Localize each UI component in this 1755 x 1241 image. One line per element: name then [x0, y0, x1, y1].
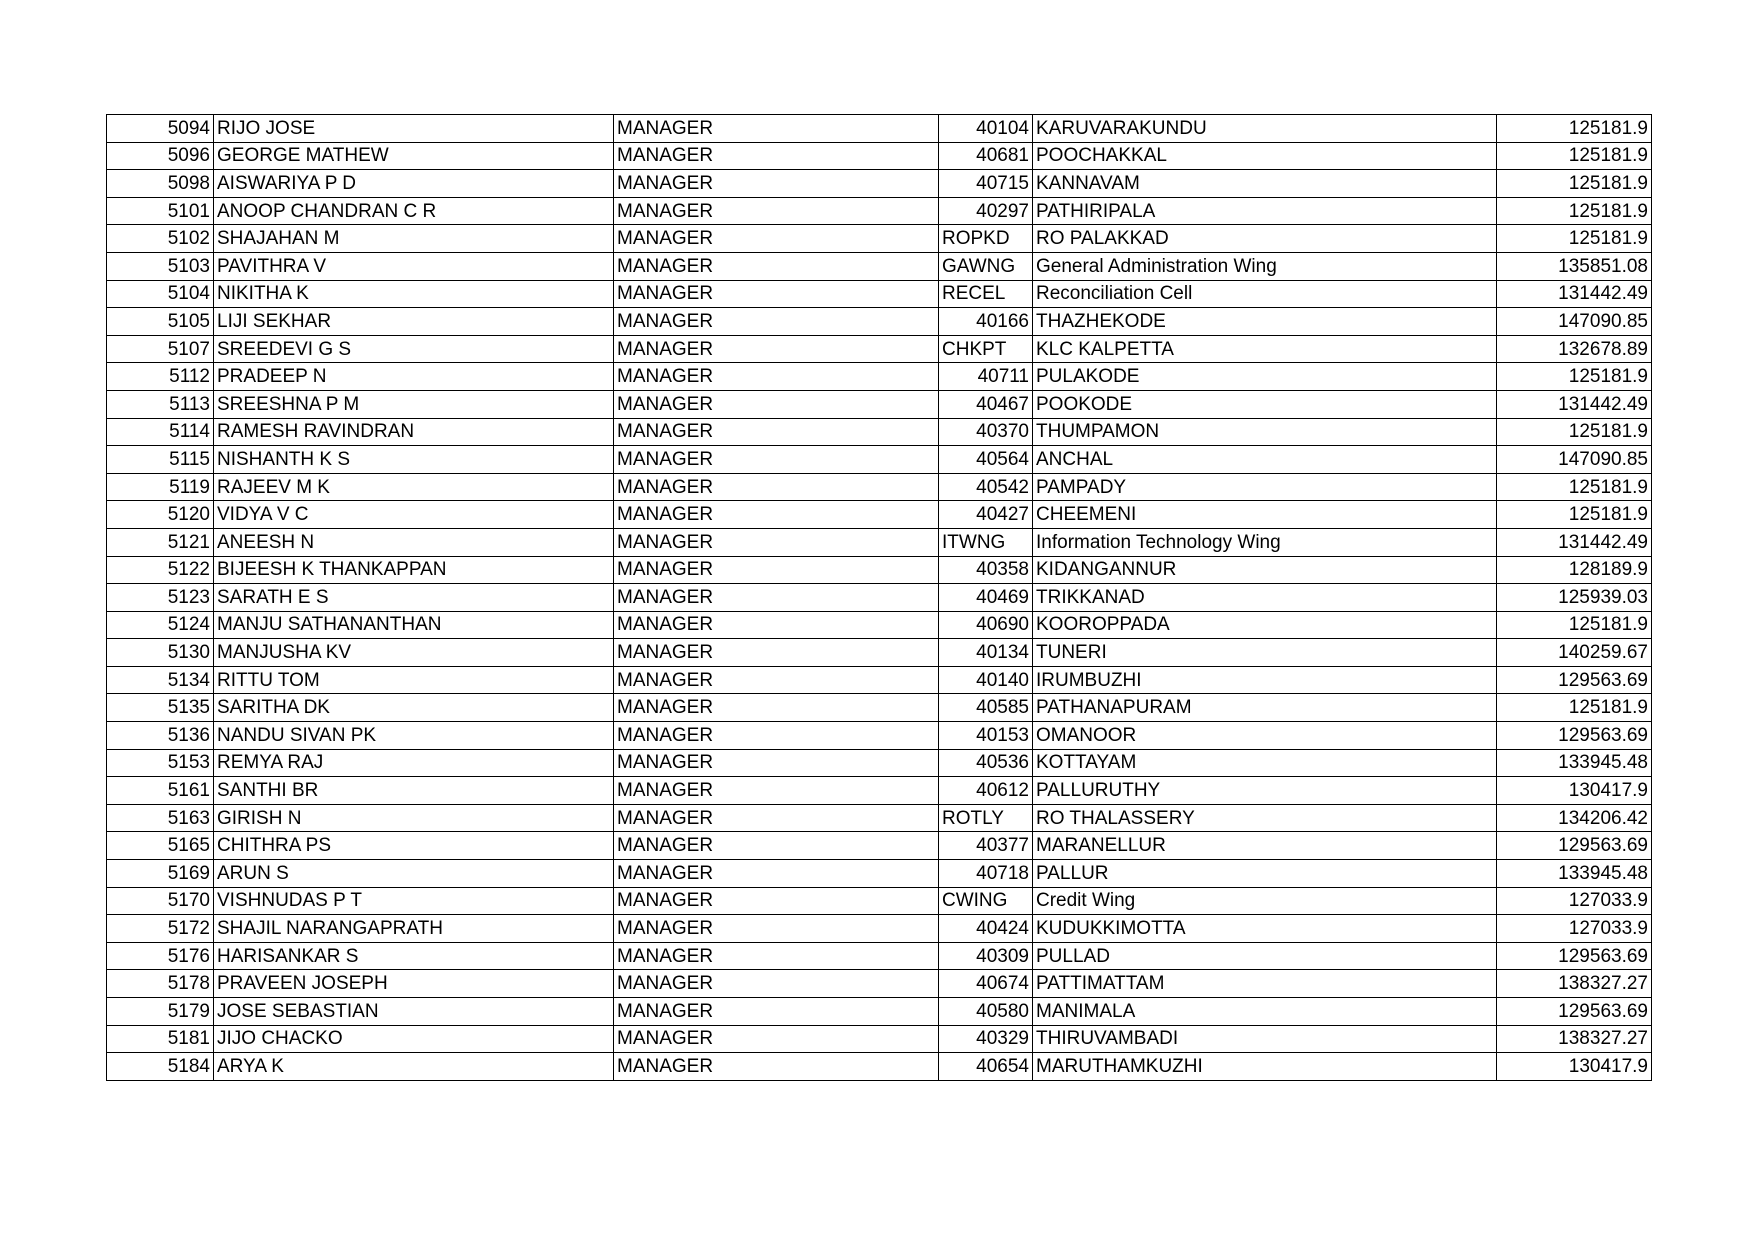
employee-id-cell: 5176 — [107, 942, 214, 970]
designation-cell: MANAGER — [614, 363, 939, 391]
staff-table-body — [107, 115, 1652, 1081]
branch-name-cell: OMANOOR — [1033, 722, 1497, 750]
table-row — [107, 528, 1652, 556]
branch-code-cell: RECEL — [939, 280, 1033, 308]
designation-cell: MANAGER — [614, 335, 939, 363]
table-row — [107, 1025, 1652, 1053]
branch-code-cell: 40612 — [939, 777, 1033, 805]
branch-name-cell: KLC KALPETTA — [1033, 335, 1497, 363]
staff-table — [106, 114, 1652, 1081]
designation-cell: MANAGER — [614, 915, 939, 943]
employee-id-cell: 5113 — [107, 390, 214, 418]
employee-name-cell: SREEDEVI G S — [214, 335, 614, 363]
table-row — [107, 777, 1652, 805]
amount-cell: 125181.9 — [1497, 197, 1652, 225]
employee-name-cell: REMYA RAJ — [214, 749, 614, 777]
employee-id-cell: 5098 — [107, 170, 214, 198]
table-row — [107, 363, 1652, 391]
table-row — [107, 308, 1652, 336]
branch-code-cell: 40469 — [939, 584, 1033, 612]
designation-cell: MANAGER — [614, 1025, 939, 1053]
employee-id-cell: 5103 — [107, 252, 214, 280]
amount-cell: 125181.9 — [1497, 611, 1652, 639]
table-row — [107, 115, 1652, 143]
branch-code-cell: 40542 — [939, 473, 1033, 501]
amount-cell: 125181.9 — [1497, 473, 1652, 501]
table-row — [107, 390, 1652, 418]
employee-id-cell: 5119 — [107, 473, 214, 501]
branch-code-cell: 40654 — [939, 1053, 1033, 1081]
branch-name-cell: IRUMBUZHI — [1033, 666, 1497, 694]
amount-cell: 134206.42 — [1497, 804, 1652, 832]
employee-id-cell: 5120 — [107, 501, 214, 529]
branch-code-cell: 40153 — [939, 722, 1033, 750]
branch-code-cell: 40674 — [939, 970, 1033, 998]
designation-cell: MANAGER — [614, 998, 939, 1026]
amount-cell: 125181.9 — [1497, 418, 1652, 446]
amount-cell: 125181.9 — [1497, 142, 1652, 170]
table-row — [107, 887, 1652, 915]
employee-name-cell: JIJO CHACKO — [214, 1025, 614, 1053]
employee-id-cell: 5123 — [107, 584, 214, 612]
amount-cell: 127033.9 — [1497, 887, 1652, 915]
branch-code-cell: 40715 — [939, 170, 1033, 198]
employee-name-cell: ANEESH N — [214, 528, 614, 556]
employee-name-cell: NANDU SIVAN PK — [214, 722, 614, 750]
branch-code-cell: 40718 — [939, 860, 1033, 888]
branch-code-cell: 40690 — [939, 611, 1033, 639]
table-row — [107, 970, 1652, 998]
employee-id-cell: 5161 — [107, 777, 214, 805]
amount-cell: 133945.48 — [1497, 860, 1652, 888]
branch-name-cell: THUMPAMON — [1033, 418, 1497, 446]
branch-code-cell: 40536 — [939, 749, 1033, 777]
branch-name-cell: TRIKKANAD — [1033, 584, 1497, 612]
employee-name-cell: PRAVEEN JOSEPH — [214, 970, 614, 998]
amount-cell: 129563.69 — [1497, 722, 1652, 750]
branch-name-cell: General Administration Wing — [1033, 252, 1497, 280]
employee-name-cell: PAVITHRA V — [214, 252, 614, 280]
branch-name-cell: ANCHAL — [1033, 446, 1497, 474]
designation-cell: MANAGER — [614, 804, 939, 832]
branch-code-cell: 40467 — [939, 390, 1033, 418]
table-row — [107, 860, 1652, 888]
employee-name-cell: CHITHRA PS — [214, 832, 614, 860]
amount-cell: 128189.9 — [1497, 556, 1652, 584]
employee-id-cell: 5179 — [107, 998, 214, 1026]
employee-id-cell: 5121 — [107, 528, 214, 556]
branch-name-cell: PULAKODE — [1033, 363, 1497, 391]
branch-name-cell: RO PALAKKAD — [1033, 225, 1497, 253]
employee-id-cell: 5124 — [107, 611, 214, 639]
branch-code-cell: 40370 — [939, 418, 1033, 446]
table-row — [107, 446, 1652, 474]
designation-cell: MANAGER — [614, 832, 939, 860]
table-row — [107, 998, 1652, 1026]
employee-id-cell: 5153 — [107, 749, 214, 777]
table-row — [107, 804, 1652, 832]
branch-name-cell: PATHANAPURAM — [1033, 694, 1497, 722]
amount-cell: 129563.69 — [1497, 666, 1652, 694]
table-row — [107, 942, 1652, 970]
amount-cell: 133945.48 — [1497, 749, 1652, 777]
table-row — [107, 694, 1652, 722]
designation-cell: MANAGER — [614, 115, 939, 143]
amount-cell: 138327.27 — [1497, 1025, 1652, 1053]
branch-code-cell: 40377 — [939, 832, 1033, 860]
employee-name-cell: LIJI SEKHAR — [214, 308, 614, 336]
designation-cell: MANAGER — [614, 556, 939, 584]
employee-id-cell: 5184 — [107, 1053, 214, 1081]
employee-id-cell: 5107 — [107, 335, 214, 363]
branch-code-cell: 40104 — [939, 115, 1033, 143]
designation-cell: MANAGER — [614, 887, 939, 915]
branch-code-cell: 40329 — [939, 1025, 1033, 1053]
designation-cell: MANAGER — [614, 308, 939, 336]
designation-cell: MANAGER — [614, 225, 939, 253]
employee-name-cell: JOSE SEBASTIAN — [214, 998, 614, 1026]
amount-cell: 129563.69 — [1497, 998, 1652, 1026]
branch-code-cell: 40585 — [939, 694, 1033, 722]
amount-cell: 130417.9 — [1497, 777, 1652, 805]
amount-cell: 125181.9 — [1497, 694, 1652, 722]
employee-name-cell: ANOOP CHANDRAN C R — [214, 197, 614, 225]
branch-code-cell: 40140 — [939, 666, 1033, 694]
table-row — [107, 252, 1652, 280]
table-row — [107, 1053, 1652, 1081]
designation-cell: MANAGER — [614, 1053, 939, 1081]
amount-cell: 125181.9 — [1497, 170, 1652, 198]
table-row — [107, 611, 1652, 639]
branch-code-cell: CWING — [939, 887, 1033, 915]
branch-name-cell: PALLUR — [1033, 860, 1497, 888]
designation-cell: MANAGER — [614, 694, 939, 722]
employee-name-cell: SARATH E S — [214, 584, 614, 612]
designation-cell: MANAGER — [614, 942, 939, 970]
designation-cell: MANAGER — [614, 860, 939, 888]
branch-code-cell: 40309 — [939, 942, 1033, 970]
employee-name-cell: AISWARIYA P D — [214, 170, 614, 198]
designation-cell: MANAGER — [614, 501, 939, 529]
branch-code-cell: ITWNG — [939, 528, 1033, 556]
designation-cell: MANAGER — [614, 197, 939, 225]
designation-cell: MANAGER — [614, 390, 939, 418]
branch-code-cell: 40297 — [939, 197, 1033, 225]
employee-name-cell: RAMESH RAVINDRAN — [214, 418, 614, 446]
branch-name-cell: MARUTHAMKUZHI — [1033, 1053, 1497, 1081]
table-row — [107, 225, 1652, 253]
employee-name-cell: PRADEEP N — [214, 363, 614, 391]
branch-code-cell: 40134 — [939, 639, 1033, 667]
employee-name-cell: GEORGE MATHEW — [214, 142, 614, 170]
designation-cell: MANAGER — [614, 528, 939, 556]
branch-code-cell: 40427 — [939, 501, 1033, 529]
branch-name-cell: PULLAD — [1033, 942, 1497, 970]
table-row — [107, 335, 1652, 363]
employee-name-cell: VIDYA V C — [214, 501, 614, 529]
branch-name-cell: THIRUVAMBADI — [1033, 1025, 1497, 1053]
amount-cell: 125181.9 — [1497, 501, 1652, 529]
employee-id-cell: 5102 — [107, 225, 214, 253]
table-row — [107, 556, 1652, 584]
employee-id-cell: 5101 — [107, 197, 214, 225]
employee-id-cell: 5115 — [107, 446, 214, 474]
amount-cell: 140259.67 — [1497, 639, 1652, 667]
employee-name-cell: NISHANTH K S — [214, 446, 614, 474]
branch-name-cell: CHEEMENI — [1033, 501, 1497, 529]
branch-name-cell: POOKODE — [1033, 390, 1497, 418]
employee-id-cell: 5163 — [107, 804, 214, 832]
employee-id-cell: 5112 — [107, 363, 214, 391]
branch-name-cell: PAMPADY — [1033, 473, 1497, 501]
branch-name-cell: MARANELLUR — [1033, 832, 1497, 860]
employee-name-cell: SREESHNA P M — [214, 390, 614, 418]
amount-cell: 129563.69 — [1497, 832, 1652, 860]
designation-cell: MANAGER — [614, 639, 939, 667]
employee-id-cell: 5122 — [107, 556, 214, 584]
table-row — [107, 915, 1652, 943]
employee-id-cell: 5134 — [107, 666, 214, 694]
employee-id-cell: 5181 — [107, 1025, 214, 1053]
designation-cell: MANAGER — [614, 722, 939, 750]
designation-cell: MANAGER — [614, 418, 939, 446]
amount-cell: 125939.03 — [1497, 584, 1652, 612]
branch-code-cell: GAWNG — [939, 252, 1033, 280]
employee-id-cell: 5114 — [107, 418, 214, 446]
branch-name-cell: KOOROPPADA — [1033, 611, 1497, 639]
employee-name-cell: ARYA K — [214, 1053, 614, 1081]
employee-name-cell: SHAJIL NARANGAPRATH — [214, 915, 614, 943]
branch-name-cell: KARUVARAKUNDU — [1033, 115, 1497, 143]
amount-cell: 129563.69 — [1497, 942, 1652, 970]
branch-name-cell: PALLURUTHY — [1033, 777, 1497, 805]
branch-name-cell: KOTTAYAM — [1033, 749, 1497, 777]
branch-name-cell: POOCHAKKAL — [1033, 142, 1497, 170]
branch-name-cell: KIDANGANNUR — [1033, 556, 1497, 584]
designation-cell: MANAGER — [614, 611, 939, 639]
amount-cell: 132678.89 — [1497, 335, 1652, 363]
branch-code-cell: 40358 — [939, 556, 1033, 584]
table-row — [107, 473, 1652, 501]
branch-name-cell: TUNERI — [1033, 639, 1497, 667]
table-row — [107, 639, 1652, 667]
employee-id-cell: 5170 — [107, 887, 214, 915]
branch-name-cell: PATTIMATTAM — [1033, 970, 1497, 998]
employee-name-cell: MANJUSHA KV — [214, 639, 614, 667]
designation-cell: MANAGER — [614, 252, 939, 280]
employee-name-cell: ARUN S — [214, 860, 614, 888]
designation-cell: MANAGER — [614, 170, 939, 198]
amount-cell: 127033.9 — [1497, 915, 1652, 943]
table-row — [107, 666, 1652, 694]
amount-cell: 135851.08 — [1497, 252, 1652, 280]
employee-id-cell: 5136 — [107, 722, 214, 750]
employee-name-cell: GIRISH N — [214, 804, 614, 832]
designation-cell: MANAGER — [614, 749, 939, 777]
employee-name-cell: NIKITHA K — [214, 280, 614, 308]
employee-id-cell: 5178 — [107, 970, 214, 998]
employee-id-cell: 5096 — [107, 142, 214, 170]
branch-code-cell: 40424 — [939, 915, 1033, 943]
amount-cell: 131442.49 — [1497, 390, 1652, 418]
branch-code-cell: ROTLY — [939, 804, 1033, 832]
designation-cell: MANAGER — [614, 473, 939, 501]
designation-cell: MANAGER — [614, 970, 939, 998]
branch-code-cell: 40564 — [939, 446, 1033, 474]
employee-name-cell: SHAJAHAN M — [214, 225, 614, 253]
employee-name-cell: RITTU TOM — [214, 666, 614, 694]
amount-cell: 138327.27 — [1497, 970, 1652, 998]
table-row — [107, 749, 1652, 777]
branch-name-cell: Reconciliation Cell — [1033, 280, 1497, 308]
branch-name-cell: Credit Wing — [1033, 887, 1497, 915]
designation-cell: MANAGER — [614, 280, 939, 308]
branch-code-cell: 40580 — [939, 998, 1033, 1026]
branch-name-cell: MANIMALA — [1033, 998, 1497, 1026]
employee-id-cell: 5105 — [107, 308, 214, 336]
employee-name-cell: RIJO JOSE — [214, 115, 614, 143]
branch-name-cell: KANNAVAM — [1033, 170, 1497, 198]
designation-cell: MANAGER — [614, 666, 939, 694]
branch-name-cell: KUDUKKIMOTTA — [1033, 915, 1497, 943]
branch-name-cell: PATHIRIPALA — [1033, 197, 1497, 225]
employee-id-cell: 5130 — [107, 639, 214, 667]
table-row — [107, 280, 1652, 308]
amount-cell: 147090.85 — [1497, 308, 1652, 336]
employee-id-cell: 5135 — [107, 694, 214, 722]
table-row — [107, 418, 1652, 446]
employee-id-cell: 5165 — [107, 832, 214, 860]
table-row — [107, 722, 1652, 750]
amount-cell: 125181.9 — [1497, 115, 1652, 143]
employee-name-cell: HARISANKAR S — [214, 942, 614, 970]
table-row — [107, 501, 1652, 529]
branch-code-cell: 40711 — [939, 363, 1033, 391]
amount-cell: 131442.49 — [1497, 280, 1652, 308]
amount-cell: 147090.85 — [1497, 446, 1652, 474]
table-row — [107, 584, 1652, 612]
table-row — [107, 142, 1652, 170]
designation-cell: MANAGER — [614, 446, 939, 474]
amount-cell: 125181.9 — [1497, 225, 1652, 253]
branch-code-cell: CHKPT — [939, 335, 1033, 363]
table-row — [107, 170, 1652, 198]
employee-id-cell: 5172 — [107, 915, 214, 943]
employee-name-cell: SANTHI BR — [214, 777, 614, 805]
employee-name-cell: SARITHA DK — [214, 694, 614, 722]
branch-code-cell: 40166 — [939, 308, 1033, 336]
employee-id-cell: 5104 — [107, 280, 214, 308]
employee-name-cell: RAJEEV M K — [214, 473, 614, 501]
employee-name-cell: MANJU SATHANANTHAN — [214, 611, 614, 639]
table-row — [107, 197, 1652, 225]
table-row — [107, 832, 1652, 860]
designation-cell: MANAGER — [614, 777, 939, 805]
branch-name-cell: Information Technology Wing — [1033, 528, 1497, 556]
branch-code-cell: ROPKD — [939, 225, 1033, 253]
designation-cell: MANAGER — [614, 142, 939, 170]
branch-name-cell: RO THALASSERY — [1033, 804, 1497, 832]
employee-name-cell: BIJEESH K THANKAPPAN — [214, 556, 614, 584]
branch-code-cell: 40681 — [939, 142, 1033, 170]
amount-cell: 130417.9 — [1497, 1053, 1652, 1081]
employee-name-cell: VISHNUDAS P T — [214, 887, 614, 915]
amount-cell: 131442.49 — [1497, 528, 1652, 556]
amount-cell: 125181.9 — [1497, 363, 1652, 391]
employee-id-cell: 5169 — [107, 860, 214, 888]
employee-id-cell: 5094 — [107, 115, 214, 143]
designation-cell: MANAGER — [614, 584, 939, 612]
branch-name-cell: THAZHEKODE — [1033, 308, 1497, 336]
